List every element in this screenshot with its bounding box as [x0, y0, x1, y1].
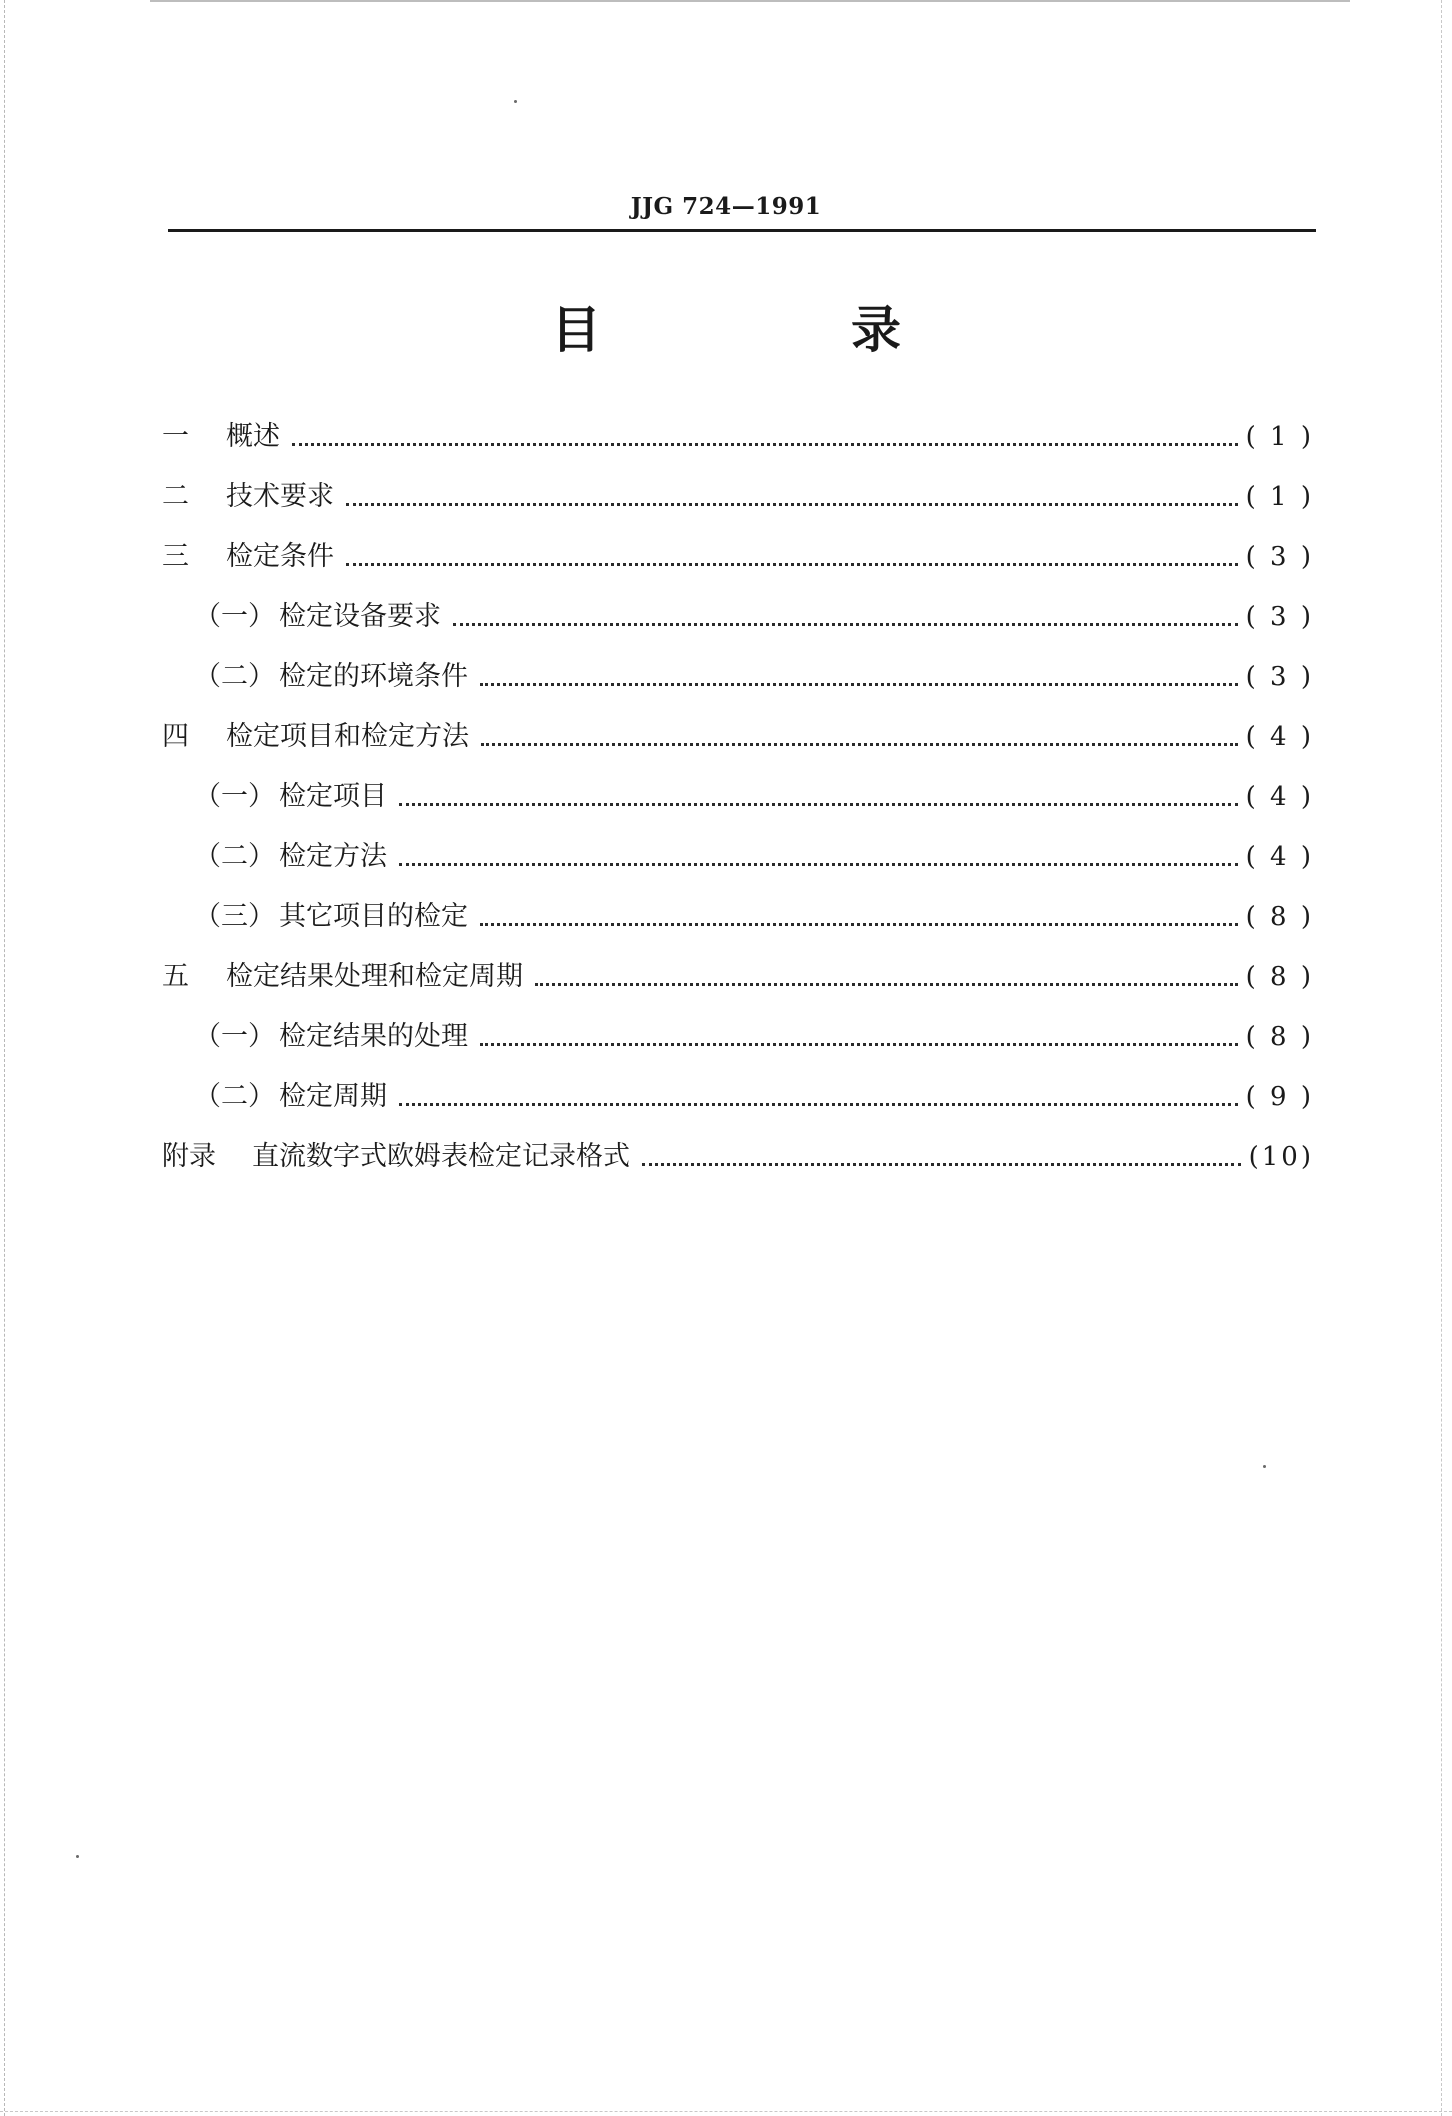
toc-entry-page: ( 1 ) — [1245, 422, 1314, 452]
toc-dot-leader — [399, 1103, 1238, 1106]
toc-entry-number: （二） — [194, 1081, 275, 1112]
toc-entry — [162, 810, 1314, 870]
toc-entry-number: 附录 — [162, 1141, 216, 1172]
scan-edge-bottom — [0, 2111, 1452, 2112]
toc-entry — [162, 870, 1314, 930]
scan-speck — [1263, 1465, 1266, 1468]
toc-entry — [162, 1110, 1314, 1170]
toc-entry — [162, 990, 1314, 1050]
toc-entry-text: 检定设备要求 — [279, 601, 441, 632]
toc-dot-leader — [453, 623, 1238, 626]
toc-entry-page: ( 4 ) — [1245, 722, 1314, 752]
toc-entry-page: ( 1 ) — [1245, 482, 1314, 512]
toc-entry-page: ( 4 ) — [1245, 782, 1314, 812]
toc-dot-leader — [642, 1163, 1241, 1166]
toc-entry-number: 四 — [162, 721, 189, 752]
toc-dot-leader — [480, 1043, 1238, 1046]
toc-entry-number: 三 — [162, 541, 189, 572]
toc-entry-number: 一 — [162, 421, 189, 452]
toc-entry-number: 五 — [162, 961, 189, 992]
toc-entry-page: ( 3 ) — [1245, 542, 1314, 572]
toc-dot-leader — [346, 563, 1238, 566]
toc-dot-leader — [535, 983, 1238, 986]
toc-entry-number: （三） — [194, 901, 275, 932]
toc-entry-number: 二 — [162, 481, 189, 512]
toc-entry-number: （二） — [194, 661, 275, 692]
toc-entry-text: 检定周期 — [279, 1081, 387, 1112]
toc-entry-text: 概述 — [226, 421, 280, 452]
scan-speck — [514, 100, 517, 103]
toc-entry-text: 直流数字式欧姆表检定记录格式 — [252, 1141, 630, 1172]
toc-dot-leader — [399, 803, 1238, 806]
toc-entry — [162, 630, 1314, 690]
toc-entry — [162, 390, 1314, 450]
toc-entry-number: （一） — [194, 1021, 275, 1052]
toc-entry-text: 检定结果处理和检定周期 — [226, 961, 523, 992]
toc-title: 目 录 — [551, 301, 1001, 359]
document-code: JJG 724—1991 — [630, 193, 822, 220]
toc-entry-page: ( 3 ) — [1245, 662, 1314, 692]
toc-entry — [162, 450, 1314, 510]
toc-entry — [162, 750, 1314, 810]
scan-speck — [76, 1855, 79, 1858]
toc-dot-leader — [346, 503, 1238, 506]
toc-entry-page: ( 9 ) — [1245, 1082, 1314, 1112]
header-rule — [168, 229, 1316, 232]
toc-entry-text: 检定条件 — [226, 541, 334, 572]
toc-entry-number: （二） — [194, 841, 275, 872]
toc-entry-page: ( 4 ) — [1245, 842, 1314, 872]
toc-entry-page: ( 8 ) — [1245, 902, 1314, 932]
toc-entry — [162, 930, 1314, 990]
toc-dot-leader — [480, 923, 1238, 926]
toc-entry-number: （一） — [194, 601, 275, 632]
toc-entry-text: 检定的环境条件 — [279, 661, 468, 692]
toc-entry-text: 检定方法 — [279, 841, 387, 872]
toc-entry-text: 其它项目的检定 — [279, 901, 468, 932]
toc-entry-text: 技术要求 — [226, 481, 334, 512]
toc-dot-leader — [480, 683, 1238, 686]
toc-dot-leader — [481, 743, 1238, 746]
scan-edge-top — [150, 0, 1350, 2]
table-of-contents — [162, 390, 1314, 1170]
toc-dot-leader — [292, 443, 1238, 446]
toc-entry-number: （一） — [194, 781, 275, 812]
toc-entry-page: ( 8 ) — [1245, 1022, 1314, 1052]
toc-entry — [162, 570, 1314, 630]
toc-entry-page: (10) — [1248, 1142, 1314, 1172]
toc-entry-page: ( 8 ) — [1245, 962, 1314, 992]
toc-entry-text: 检定项目和检定方法 — [226, 721, 469, 752]
toc-entry — [162, 510, 1314, 570]
toc-entry-text: 检定项目 — [279, 781, 387, 812]
toc-entry — [162, 690, 1314, 750]
toc-entry — [162, 1050, 1314, 1110]
toc-entry-text: 检定结果的处理 — [279, 1021, 468, 1052]
toc-dot-leader — [399, 863, 1238, 866]
toc-entry-page: ( 3 ) — [1245, 602, 1314, 632]
